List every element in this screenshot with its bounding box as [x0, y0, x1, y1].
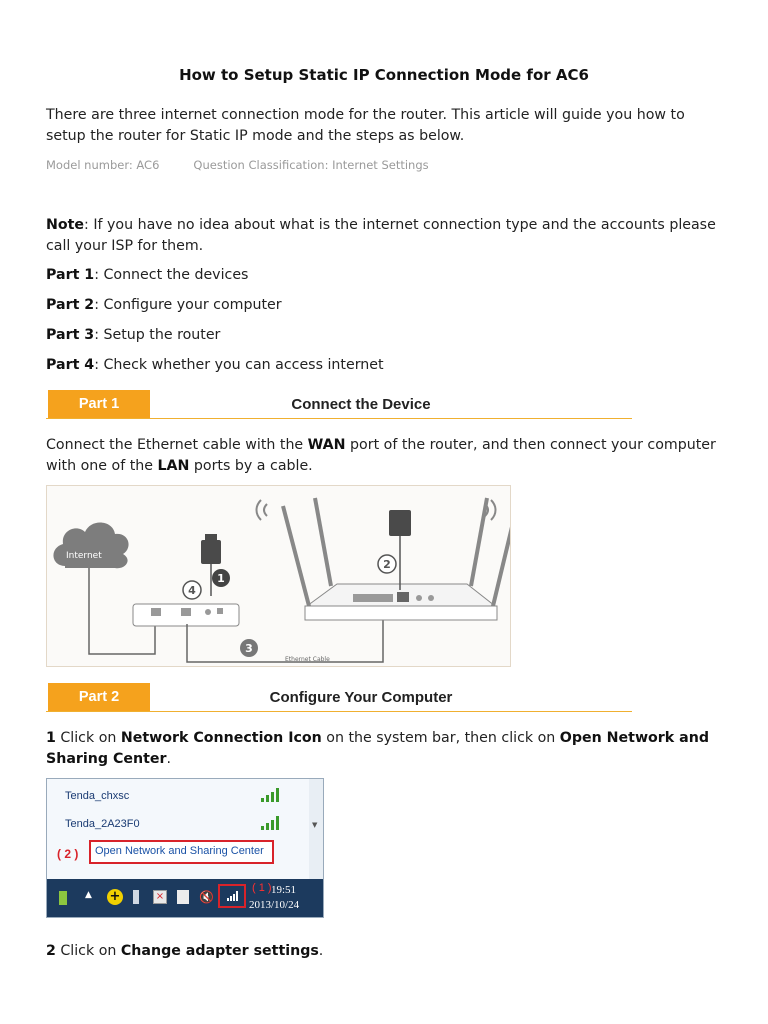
desc-text: port of the router, and then connect your computer with one of the: [46, 437, 716, 474]
marker-2: ( 2 ): [57, 847, 79, 861]
flag-icon[interactable]: ×: [153, 890, 167, 904]
connection-diagram-image: [47, 486, 510, 666]
desc-text: ports by a cable.: [189, 457, 313, 474]
network-connection-icon[interactable]: [218, 884, 246, 908]
model-number: Model number: AC6: [46, 158, 160, 172]
wifi-network-1[interactable]: Tenda_chxsc: [65, 790, 130, 802]
note-paragraph: [46, 215, 726, 256]
scrollbar[interactable]: [309, 779, 323, 879]
part1-tab: Part 1: [48, 390, 150, 418]
parts-item-label: Part 3: [46, 327, 95, 343]
step-text: Click on: [55, 943, 121, 959]
step-number: 2: [46, 943, 56, 959]
connection-diagram: [46, 485, 511, 667]
parts-item-1: [46, 267, 248, 283]
part1-banner: [46, 390, 632, 419]
part2-heading: Configure Your Computer: [269, 689, 453, 706]
clock-time[interactable]: 19:51: [271, 884, 297, 896]
signal-strength-icon: [261, 815, 283, 834]
step-bold: Change adapter settings: [120, 943, 319, 959]
desc-text: Connect the Ethernet cable with the: [46, 437, 308, 453]
page-title: How to Setup Static IP Connection Mode for AC6: [179, 66, 589, 84]
step2-instruction: [46, 941, 726, 962]
parts-item-4: [46, 357, 384, 373]
wan-label: WAN: [307, 437, 346, 453]
parts-item-label: Part 4: [46, 357, 95, 373]
step2-marker: 2: [383, 558, 391, 571]
cable-label: Ethernet Cable: [285, 656, 330, 663]
show-hidden-icons-icon[interactable]: ▲: [85, 890, 92, 900]
lan-label: LAN: [157, 457, 190, 474]
add-icon[interactable]: +: [107, 889, 123, 905]
step4-marker: 4: [188, 584, 196, 597]
step1-instruction: [46, 728, 726, 769]
step-text: Click on: [55, 730, 121, 746]
network-popup-screenshot: [46, 778, 324, 918]
step3-marker: 3: [245, 642, 253, 655]
part1-heading: Connect the Device: [291, 396, 431, 413]
step-bold: Network Connection Icon: [120, 730, 322, 746]
volume-muted-icon[interactable]: 🔇: [199, 890, 214, 904]
parts-item-text: : Configure your computer: [94, 297, 282, 313]
scroll-down-icon: ▼: [312, 821, 318, 829]
parts-item-label: Part 1: [46, 267, 95, 283]
note-label: Note: [46, 217, 85, 233]
router-side-view: [133, 604, 239, 626]
usb-icon[interactable]: [133, 890, 139, 904]
intro-paragraph: There are three internet connection mode for the router. This article will guide you how to setup the router for Static IP mode and the steps as below.: [46, 107, 685, 144]
step1-marker: 1: [217, 572, 225, 585]
step-text: .: [318, 943, 324, 959]
part1-description: [46, 435, 726, 476]
part2-banner: [46, 683, 632, 712]
wifi-network-2[interactable]: Tenda_2A23F0: [65, 818, 140, 830]
marker-1: ( 1 ): [252, 882, 272, 894]
parts-item-2: [46, 297, 282, 313]
signal-strength-icon: [261, 787, 283, 806]
clock-date[interactable]: 2013/10/24: [249, 899, 300, 911]
question-classification: Question Classification: Internet Settings: [193, 158, 429, 172]
open-network-sharing-center-link[interactable]: Open Network and Sharing Center: [89, 840, 274, 864]
network-list-panel: [47, 779, 310, 879]
parts-item-label: Part 2: [46, 297, 95, 313]
parts-item-3: [46, 327, 220, 343]
cloud-label: Internet: [66, 551, 102, 561]
clipboard-icon[interactable]: [177, 890, 189, 904]
internet-cloud-icon: [53, 522, 128, 568]
meta-info: [46, 158, 429, 172]
step-text: on the system bar, then click on: [321, 730, 560, 746]
parts-item-text: : Setup the router: [94, 327, 221, 343]
parts-item-text: : Check whether you can access internet: [94, 357, 384, 373]
step-text: .: [166, 750, 171, 767]
part2-tab: Part 2: [48, 683, 150, 711]
battery-icon[interactable]: [59, 891, 67, 905]
step-number: 1: [46, 730, 56, 746]
parts-item-text: : Connect the devices: [94, 267, 249, 283]
step-bold: Open Network and Sharing Center: [46, 730, 709, 767]
note-text: : If you have no idea about what is the internet connection type and the accounts please call your ISP for them.: [46, 217, 716, 254]
system-taskbar: [47, 879, 323, 917]
